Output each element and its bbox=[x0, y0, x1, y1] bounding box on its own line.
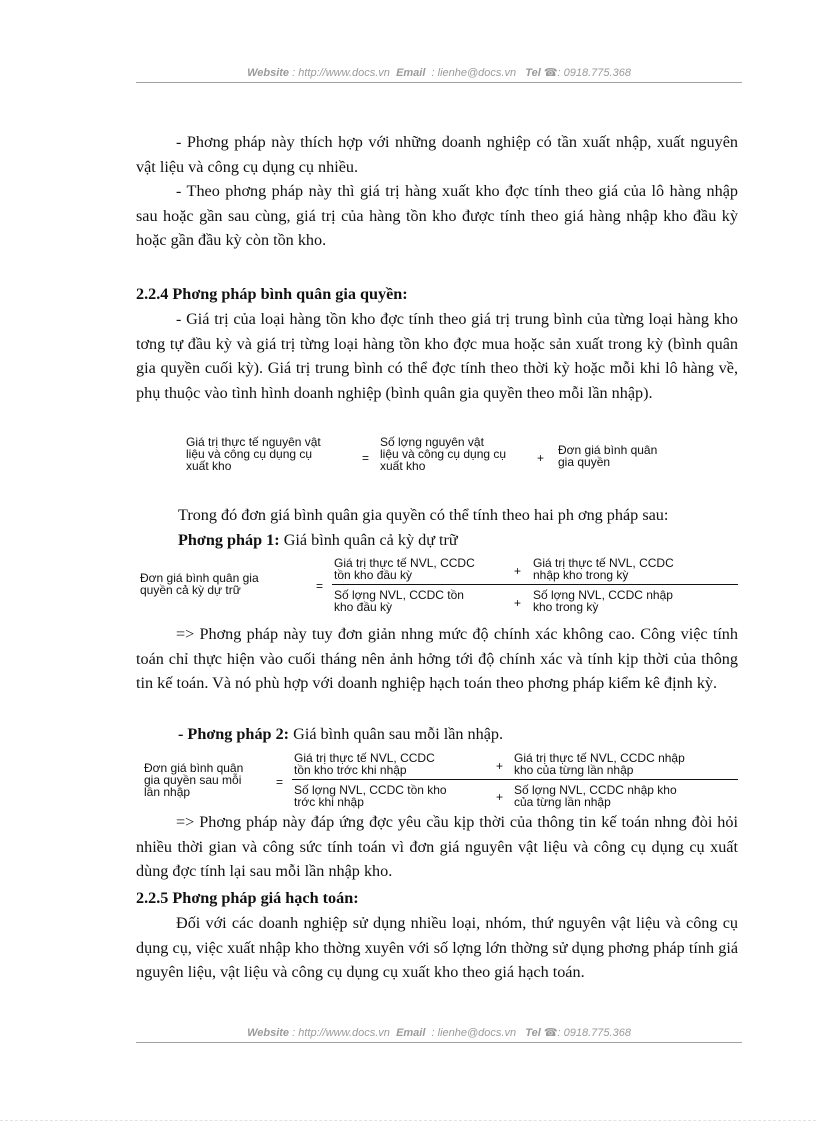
formula-2-num-plus: + bbox=[514, 564, 522, 578]
footer-email-label: Email bbox=[396, 1027, 426, 1039]
method-1-desc: Giá bình quân cả kỳ dự trữ bbox=[279, 531, 458, 549]
section-2-2-4-title: 2.2.4 Phơng pháp bình quân gia quyền: bbox=[136, 285, 408, 303]
formula-2-den-plus: + bbox=[514, 596, 522, 610]
footer-website-label: Website bbox=[247, 1027, 290, 1039]
formula-2-den-b: Số lợng NVL, CCDC nhập kho trong kỳ bbox=[533, 588, 673, 614]
method-1-label: Phơng pháp 1: bbox=[178, 531, 280, 549]
phone-icon: ☎ bbox=[543, 67, 558, 79]
method-1-conclusion-block bbox=[136, 622, 738, 696]
footer-tel-label: Tel bbox=[525, 1027, 541, 1039]
method-2-conclusion: => Phơng pháp này đáp ứng đợc yêu cầu kịp thời của thông tin kế toán nhng đòi hỏi nhiều thời gian và công sức tính toán vì đơn giá nguyên vật liệu và công cụ dụng cụ xuất dùng đợc tính lại sau mỗi lần nhập kho. bbox=[136, 813, 738, 880]
formula-1-price: Đơn giá bình quân gia quyền bbox=[558, 443, 658, 469]
header-rule bbox=[136, 82, 742, 83]
formula-2-equals: = bbox=[316, 579, 324, 593]
footer-rule bbox=[136, 1042, 742, 1043]
section-2-2-5-body bbox=[136, 911, 738, 985]
website-label: Website bbox=[247, 67, 290, 79]
section-2-2-5-title: 2.2.5 Phơng pháp giá hạch toán: bbox=[136, 889, 359, 907]
email-value: : lienhe@docs.vn bbox=[431, 67, 517, 79]
formula-1-plus: + bbox=[537, 451, 545, 465]
formula-1-lhs: Giá trị thực tế nguyên vật liệu và công cụ dụng cụ xuất kho bbox=[186, 435, 321, 473]
formula-3-fraction-bar bbox=[292, 779, 738, 780]
formula-2-den-a: Số lợng NVL, CCDC tồn kho đầu kỳ bbox=[334, 588, 464, 614]
formula-1-equals: = bbox=[362, 451, 370, 465]
page-edge bbox=[0, 1120, 816, 1121]
formula-2-lhs: Đơn giá bình quân gia quyền cả kỳ dự trữ bbox=[140, 571, 259, 597]
method-2-label: - Phơng pháp 2: bbox=[178, 725, 290, 743]
tel-value: : 0918.775.368 bbox=[557, 67, 631, 79]
page-footer bbox=[136, 1026, 742, 1039]
section-2-2-4-body bbox=[136, 307, 738, 405]
page-header bbox=[136, 66, 742, 79]
intro-block bbox=[136, 130, 738, 253]
method-1-conclusion: => Phơng pháp này tuy đơn giản nhng mức độ chính xác không cao. Công việc tính toán chỉ thực hiện vào cuối tháng nên ảnh hởng tới độ chính xác và tính kịp thời của thông tin kế toán. Và nó phù hợp với doanh nghiệp hạch toán theo phơng pháp kiểm kê định kỳ. bbox=[136, 625, 738, 692]
formula-2-fraction-bar bbox=[332, 584, 738, 585]
section-2-2-5-paragraph: Đối với các doanh nghiệp sử dụng nhiều loại, nhóm, thứ nguyên vật liệu và công cụ dụng cụ, việc xuất nhập kho thờng xuyên với số lợng lớn thờng sử dụng phơng pháp tính giá nguyên liệu, vật liệu và công cụ dụng cụ xuất kho theo giá hạch toán. bbox=[136, 914, 738, 981]
method-1-line bbox=[178, 531, 458, 550]
intro-paragraph-2: - Theo phơng pháp này thì giá trị hàng xuất kho đợc tính theo giá của lô hàng nhập sau hoặc gần sau cùng, giá trị của hàng tồn kho được tính theo giá hàng nhập kho đầu kỳ hoặc gần đầu kỳ còn tồn kho. bbox=[136, 182, 738, 249]
method-2-conclusion-block bbox=[136, 810, 738, 884]
formula-3-lhs: Đơn giá bình quân gia quyền sau mỗi lần nhập bbox=[144, 761, 244, 799]
formula-2-num-a: Giá trị thực tế NVL, CCDC tồn kho đầu kỳ bbox=[334, 556, 475, 582]
method-2-desc: Giá bình quân sau mỗi lần nhập. bbox=[289, 725, 504, 743]
formula-2-num-b: Giá trị thực tế NVL, CCDC nhập kho trong kỳ bbox=[533, 556, 674, 582]
formula-3-den-b: Số lợng NVL, CCDC nhập kho của từng lần nhập bbox=[514, 783, 677, 809]
formula-3-num-a: Giá trị thực tế NVL, CCDC tồn kho trớc khi nhập bbox=[294, 751, 435, 777]
intro-paragraph-1: - Phơng pháp này thích hợp với những doanh nghiệp có tần xuất nhập, xuất nguyên vật liệu và công cụ dụng cụ nhiều. bbox=[136, 133, 738, 176]
formula-3-equals: = bbox=[276, 775, 284, 789]
footer-email-value: : lienhe@docs.vn bbox=[431, 1027, 517, 1039]
formula-3-num-plus: + bbox=[496, 759, 504, 773]
formula-3-den-plus: + bbox=[496, 790, 504, 804]
website-url: : http://www.docs.vn bbox=[292, 67, 390, 79]
formula-1-quantity: Số lợng nguyên vật liệu và công cụ dụng cụ xuất kho bbox=[380, 435, 507, 473]
footer-phone-icon: ☎ bbox=[543, 1027, 558, 1039]
footer-tel-value: : 0918.775.368 bbox=[557, 1027, 631, 1039]
formula-3-num-b: Giá trị thực tế NVL, CCDC nhập kho của từng lần nhập bbox=[514, 751, 685, 777]
footer-website-url: : http://www.docs.vn bbox=[292, 1027, 390, 1039]
email-label: Email bbox=[396, 67, 426, 79]
formula-3-den-a: Số lợng NVL, CCDC tồn kho trớc khi nhập bbox=[294, 783, 447, 809]
methods-intro: Trong đó đơn giá bình quân gia quyền có thể tính theo hai ph ơng pháp sau: bbox=[178, 506, 669, 524]
tel-label: Tel bbox=[525, 67, 541, 79]
section-2-2-4-paragraph: - Giá trị của loại hàng tồn kho đợc tính theo giá trị trung bình của từng loại hàng kho tơng tự đầu kỳ và giá trị từng loại hàng tồn kho đợc mua hoặc sản xuất trong kỳ (bình quân gia quyền cuối kỳ). Giá trị trung bình có thể đợc tính theo thời kỳ hoặc mỗi khi lô hàng về, phụ thuộc vào tình hình doanh nghiệp (bình quân gia quyền theo mỗi lần nhập). bbox=[136, 310, 738, 402]
method-2-line bbox=[178, 725, 503, 744]
